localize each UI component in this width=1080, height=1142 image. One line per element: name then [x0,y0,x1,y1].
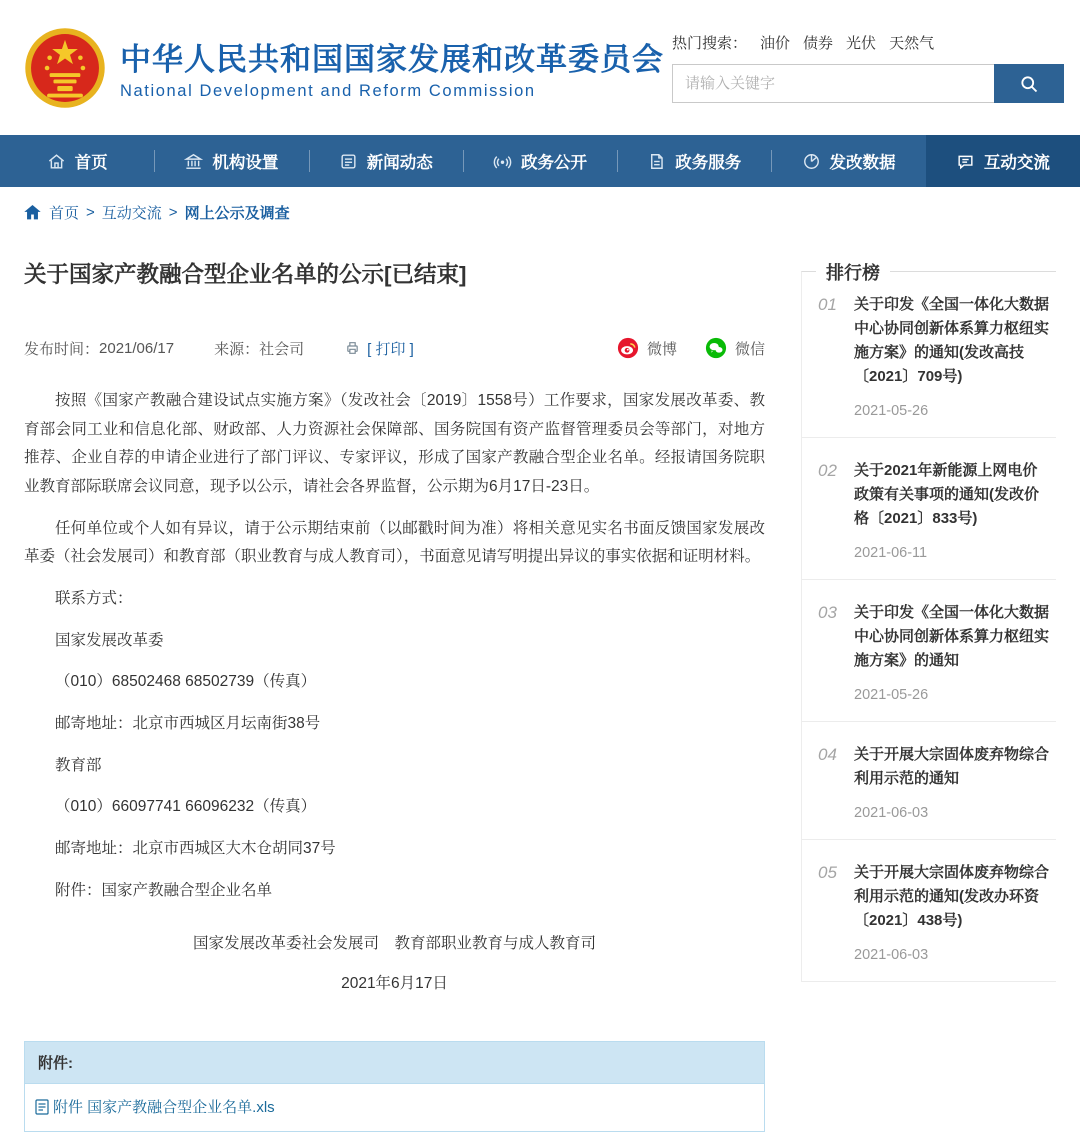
nav-label: 互动交流 [983,154,1050,172]
paragraph: （010）66097741 66096232（传真） [55,798,317,816]
paragraph: （010）68502468 68502739（传真） [55,673,317,691]
rank-number: 03 [818,603,837,622]
paragraph: 按照《国家产教融合建设试点实施方案》（发改社会〔2019〕1558号）工作要求，国家发展改革委、教育部会同工业和信息化部、财政部、人力资源社会保障部、国务院国有资产监督管理委员会等部门，对地方推荐、企业自荐的申请企业进行了部门评议、专家评议，形成了国家产教融合型企业名单。经报请国务院职业教育部际联席会议同意，现予以公示，请社会各界监督，公示期为6月17日-23日。 [24,392,765,496]
hot-search-label: 热门搜索： [672,35,748,52]
breadcrumb-interaction[interactable]: 互动交流 [101,205,162,222]
rank-number: 05 [818,863,837,882]
institution-icon [184,152,203,171]
paragraph: 邮寄地址：北京市西城区大木仓胡同37号 [55,840,336,858]
rank-date: 2021-05-26 [854,403,929,419]
rank-date: 2021-05-26 [854,687,929,703]
search-area [672,32,1064,103]
paragraph: 教育部 [55,756,102,774]
article [24,235,801,1132]
wechat-icon [705,337,727,359]
rank-link[interactable]: 关于开展大宗固体废弃物综合利用示范的通知 [854,746,1050,787]
nav-label: 发改数据 [829,154,896,172]
home-icon [47,152,66,171]
ranking-item-1[interactable] [802,272,1056,438]
rank-number: 01 [818,295,837,314]
rank-number: 02 [818,461,837,480]
search-input[interactable] [672,64,994,103]
search-button[interactable] [994,64,1064,103]
nav-label: 政务公开 [520,154,587,172]
breadcrumb-separator: > [168,204,178,221]
broadcast-icon [493,152,512,171]
ranking-item-3[interactable] [802,580,1056,722]
weibo-label: 微博 [646,340,677,358]
nav-item-home[interactable] [0,135,154,187]
national-emblem-icon [24,27,106,109]
publish-time [24,338,174,359]
wechat-label: 微信 [734,340,765,358]
news-icon [339,152,358,171]
attachment-file-label: 附件 国家产教融合型企业名单.xls [53,1099,275,1117]
share-weibo[interactable] [617,337,677,359]
printer-icon [344,340,361,356]
search-icon [1019,74,1039,94]
nav-item-gov-info[interactable] [463,135,617,187]
site-logo [24,27,664,109]
source [214,338,304,359]
chat-icon [956,152,975,171]
ranking-sidebar [801,235,1056,1132]
main-nav [0,135,1080,187]
breadcrumb [0,187,1080,235]
print-control [344,338,414,359]
paragraph: 附件：国家产教融合型企业名单 [55,881,273,899]
pie-chart-icon [802,152,821,171]
ranking-item-5[interactable] [802,840,1056,982]
article-sign-date: 2021年6月17日 [341,975,448,993]
rank-date: 2021-06-03 [854,947,929,963]
paragraph: 邮寄地址：北京市西城区月坛南街38号 [55,715,321,733]
rank-link[interactable]: 关于开展大宗固体废弃物综合利用示范的通知(发改办环资〔2021〕438号) [854,864,1050,929]
document-icon [647,152,666,171]
breadcrumb-home[interactable]: 首页 [49,205,80,222]
publish-label: 发布时间： [24,340,100,358]
breadcrumb-home-icon [24,205,41,220]
rank-link[interactable]: 关于2021年新能源上网电价政策有关事项的通知(发改价格〔2021〕833号) [854,462,1039,527]
rank-date: 2021-06-03 [854,805,929,821]
nav-label: 机构设置 [212,154,279,172]
rank-number: 04 [818,745,837,764]
attachment-header: 附件: [25,1042,764,1084]
site-title-en: National Development and Reform Commission [120,82,536,100]
file-icon [35,1099,49,1115]
article-signature: 国家发展改革委社会发展司 教育部职业教育与成人教育司 [192,935,596,953]
article-body [24,387,765,905]
paragraph: 国家发展改革委 [55,631,164,649]
nav-label: 首页 [74,154,108,172]
nav-item-organization[interactable] [154,135,308,187]
nav-item-interaction[interactable] [926,135,1080,187]
source-value: 社会司 [259,340,305,358]
ranking-item-2[interactable] [802,438,1056,580]
share-bar [589,337,765,359]
paragraph: 联系方式： [55,590,133,608]
ranking-title: 排行榜 [816,259,890,285]
nav-item-ndrc-data[interactable] [771,135,925,187]
publish-date: 2021/06/17 [99,339,175,357]
rank-date: 2021-06-11 [854,545,928,561]
print-button[interactable]: [ 打印 ] [367,340,414,358]
article-title: 关于国家产教融合型企业名单的公示[已结束] [24,262,467,287]
site-header [0,0,1080,135]
nav-label: 政务服务 [675,154,742,172]
paragraph: 任何单位或个人如有异议，请于公示期结束前（以邮戳时间为准）将相关意见实名书面反馈国家发展改革委（社会发展司）和教育部（职业教育与成人教育司），书面意见请写明提出异议的事实依据和证明材料。 [24,519,765,566]
hot-search [672,32,1064,53]
hot-search-term-oil[interactable]: 油价 [760,35,791,52]
hot-search-term-pv[interactable]: 光伏 [846,35,877,52]
breadcrumb-separator: > [86,204,95,221]
nav-label: 新闻动态 [366,154,433,172]
hot-search-term-gas[interactable]: 天然气 [889,35,935,52]
rank-link[interactable]: 关于印发《全国一体化大数据中心协同创新体系算力枢纽实施方案》的通知 [854,604,1050,669]
rank-link[interactable]: 关于印发《全国一体化大数据中心协同创新体系算力枢纽实施方案》的通知(发改高技〔2021〕709号) [854,296,1050,385]
attachment-box [24,1041,765,1132]
weibo-icon [617,337,639,359]
source-label: 来源： [214,340,260,358]
site-title-cn: 中华人民共和国国家发展和改革委员会 [120,42,664,77]
nav-item-news[interactable] [309,135,463,187]
ranking-item-4[interactable] [802,722,1056,840]
article-meta [24,337,765,359]
nav-item-gov-services[interactable] [617,135,771,187]
breadcrumb-current[interactable]: 网上公示及调查 [184,205,290,222]
share-wechat[interactable] [705,337,765,359]
attachment-file-link[interactable] [35,1096,275,1117]
hot-search-term-bond[interactable]: 债券 [803,35,834,52]
